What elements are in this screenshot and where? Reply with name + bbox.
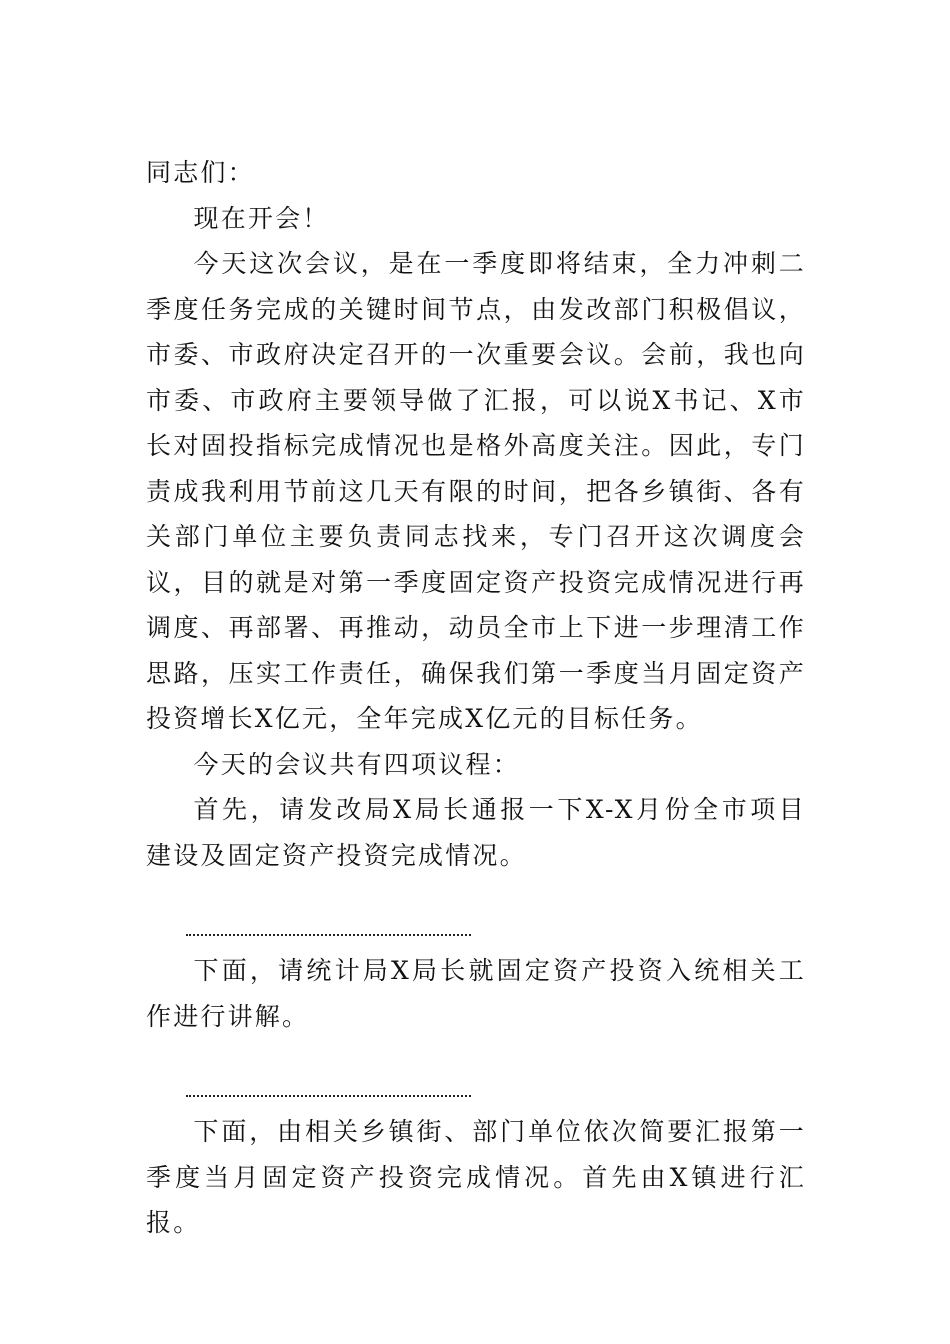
intro-paragraph: 今天这次会议，是在一季度即将结束，全力冲刺二季度任务完成的关键时间节点，由发改部门积极倡议，市委、市政府决定召开的一次重要会议。会前，我也向市委、市政府主要领导做了汇报，可以说X书记、X市长对固投指标完成情况也是格外高度关注。因此，专门责成我利用节前这几天有限的时间，把各乡镇街、各有关部门单位主要负责同志找来，专门召开这次调度会议，目的就是对第一季度固定资产投资完成情况进行再调度、再部署、再推动，动员全市上下进一步理清工作思路，压实工作责任，确保我们第一季度当月固定资产投资增长X亿元，全年完成X亿元的目标任务。 xyxy=(146,249,806,733)
agenda-heading: 今天的会议共有四项议程： xyxy=(193,749,520,779)
dotted-separator xyxy=(186,906,471,936)
opening-line: 现在开会！ xyxy=(193,203,330,233)
agenda-item-third: 下面，由相关乡镇街、部门单位依次简要汇报第一季度当月固定资产投资完成情况。首先由X镇进行汇报。 xyxy=(146,1117,806,1237)
salutation: 同志们： xyxy=(146,158,255,187)
agenda-item-first: 首先，请发改局X局长通报一下X-X月份全市项目建设及固定资产投资完成情况。 xyxy=(146,795,806,870)
agenda-item-second: 下面，请统计局X局长就固定资产投资入统相关工作进行讲解。 xyxy=(146,956,806,1031)
document-body xyxy=(146,150,806,1246)
dotted-separator xyxy=(186,1067,471,1097)
